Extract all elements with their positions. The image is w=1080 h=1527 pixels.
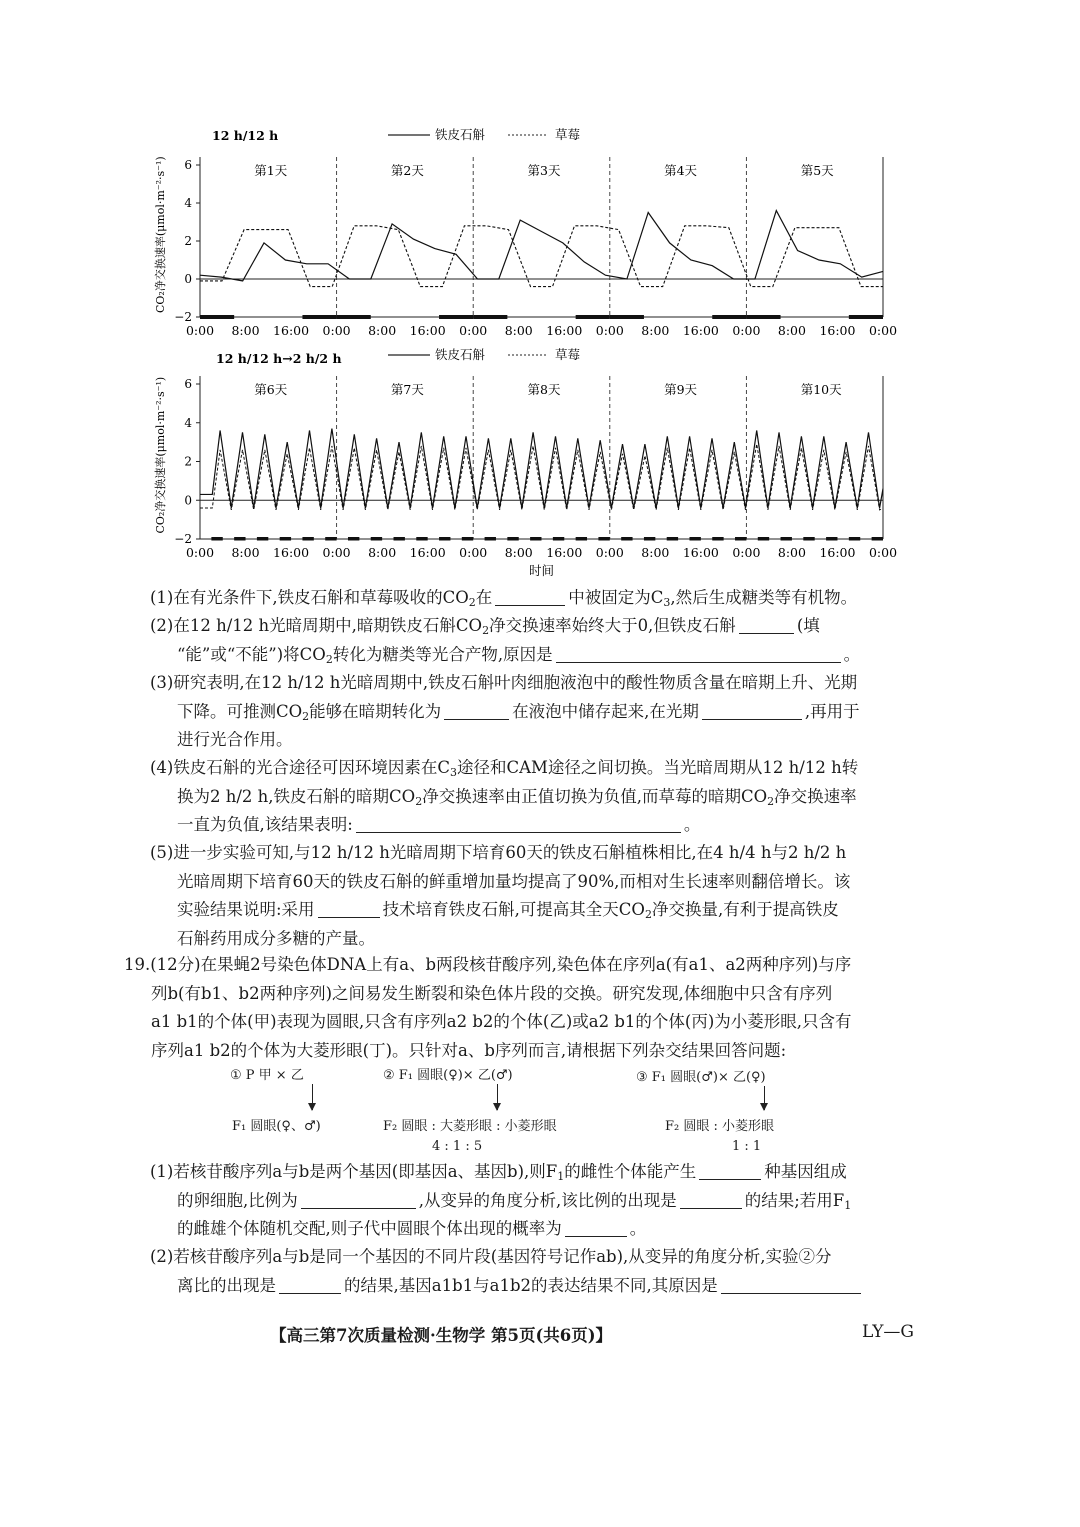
q5-text: 技术培育铁皮石斛,可提高其全天CO xyxy=(382,900,645,919)
x-tick-label: 8:00 xyxy=(231,545,260,560)
q3-text: 能够在暗期转化为 xyxy=(309,701,442,721)
day-label: 第2天 xyxy=(390,163,424,178)
dark-period-bar xyxy=(234,537,245,541)
day-label: 第1天 xyxy=(254,163,288,178)
dark-period-bar xyxy=(553,537,564,541)
page-footer: 【高三第7次质量检测·生物学 第5页(共6页)】 xyxy=(270,1326,613,1345)
x-tick-label: 16:00 xyxy=(273,323,310,338)
q2-text: 净交换速率始终大于0,但铁皮石斛 xyxy=(489,616,736,635)
cross1-arrow xyxy=(312,1084,313,1110)
q1-text: 在 xyxy=(475,588,493,607)
cross1-offspring: F₁ 圆眼(♀、♂) xyxy=(232,1119,321,1134)
dark-period-bar xyxy=(849,537,860,541)
q19-text: 列b(有b1、b2两种序列)之间易发生断裂和染色体片段的交换。研究发现,体细胞中只含有序列 xyxy=(151,983,833,1003)
y-tick-label: 4 xyxy=(184,196,192,210)
dark-period-bar xyxy=(439,315,473,319)
day-label: 第3天 xyxy=(527,163,561,178)
x-tick-label: 16:00 xyxy=(409,545,446,560)
dark-period-bar xyxy=(712,315,746,319)
y-tick-label: −2 xyxy=(174,532,192,546)
q2-text: 。 xyxy=(843,644,861,664)
answer-blank[interactable] xyxy=(565,1218,627,1237)
q3-text: 进行光合作用。 xyxy=(177,730,293,749)
dark-period-bar xyxy=(758,537,769,541)
q19-2-text: 的结果,基因a1b1与a1b2的表达结果不同,其原因是 xyxy=(344,1275,718,1295)
dark-period-bar xyxy=(689,537,700,541)
cross1-parents: ① P 甲 × 乙 xyxy=(230,1068,304,1083)
question-18-1: (1)在有光条件下,铁皮石斛和草莓吸收的$CO_2$在 中被固定为$C_3$,然后生成糖类等有机物。 xyxy=(150,588,858,609)
x-tick-label: 0:00 xyxy=(185,323,215,338)
x-tick-label: 0:00 xyxy=(322,545,351,560)
dark-period-bar xyxy=(302,537,313,541)
dark-period-bar xyxy=(473,315,507,319)
series-line-strawberry xyxy=(200,226,883,287)
day-label: 第5天 xyxy=(800,163,834,178)
chart-title: 12 h/12 h xyxy=(212,128,279,143)
q1-text: (1)在有光条件下,铁皮石斛和草莓吸收的CO xyxy=(150,588,469,607)
paper-code: LY—G xyxy=(862,1322,915,1342)
legend-label: 铁皮石斛 xyxy=(435,127,486,142)
q3-text: ,再用于 xyxy=(804,701,860,721)
q5-text: 光暗周期下培育60天的铁皮石斛的鲜重增加量均提高了90%,而相对生长速率则翻倍增长。该 xyxy=(177,871,851,891)
q1-text: 中被固定为C xyxy=(568,588,664,607)
x-tick-label: 0:00 xyxy=(732,545,761,560)
x-tick-label: 16:00 xyxy=(819,323,856,338)
dark-period-bar xyxy=(667,537,678,541)
y-tick-label: 6 xyxy=(184,377,192,391)
q5-text: 石斛药用成分多糖的产量。 xyxy=(177,928,375,948)
x-tick-label: 0:00 xyxy=(322,323,351,338)
x-tick-label: 16:00 xyxy=(682,323,719,338)
dark-period-bar xyxy=(325,537,336,541)
x-tick-label: 16:00 xyxy=(819,545,856,560)
cross3-arrow xyxy=(764,1086,765,1110)
q19-text: a1 b1的个体(甲)表现为圆眼,只含有序列a2 b2的个体(乙)或a2 b1的个体(丙)为小菱形眼,只含有 xyxy=(151,1012,852,1031)
dark-period-bar xyxy=(485,537,496,541)
q4-text: (4)铁皮石斛的光合途径可因环境因素在C xyxy=(150,758,450,777)
q19-text: 19.(12分)在果蝇2号染色体DNA上有a、b两段核苷酸序列,染色体在序列a(有a1、a2两种序列)与序 xyxy=(124,955,852,974)
x-tick-label: 8:00 xyxy=(368,323,397,338)
dark-period-bar xyxy=(598,537,609,541)
dark-period-bar xyxy=(280,537,291,541)
q19-1-text: (1)若核苷酸序列a与b是两个基因(即基因a、基因b),则F xyxy=(150,1162,558,1181)
x-tick-label: 0:00 xyxy=(868,545,898,560)
day-label: 第7天 xyxy=(390,382,424,397)
q3-text: 在液泡中储存起来,在光期 xyxy=(512,701,699,721)
x-tick-label: 16:00 xyxy=(409,323,446,338)
cross3-parents: ③ F₁ 圆眼(♂)× 乙(♀) xyxy=(636,1070,766,1085)
answer-blank[interactable] xyxy=(356,814,681,833)
answer-blank[interactable] xyxy=(444,701,509,720)
x-tick-label: 8:00 xyxy=(641,323,670,338)
x-tick-label: 8:00 xyxy=(777,545,806,560)
q4-text: 途径和CAM途径之间切换。当光暗周期从12 h/12 h转 xyxy=(457,758,859,777)
dark-period-bar xyxy=(200,315,234,319)
dark-period-bar xyxy=(746,315,780,319)
dark-period-bar xyxy=(371,537,382,541)
day-label: 第4天 xyxy=(664,163,698,178)
chart-title: 12 h/12 h→2 h/2 h xyxy=(216,351,342,366)
q1-text: ,然后生成糖类等有机物。 xyxy=(670,588,858,607)
dark-period-bar xyxy=(302,315,336,319)
x-tick-label: 8:00 xyxy=(777,323,806,338)
q19-1-text: ,从变异的角度分析,该比例的出现是 xyxy=(418,1190,677,1210)
dark-period-bar xyxy=(644,537,655,541)
dark-period-bar xyxy=(257,537,268,541)
y-tick-label: 2 xyxy=(184,454,192,469)
x-tick-label: 16:00 xyxy=(273,545,310,560)
answer-blank[interactable] xyxy=(318,899,380,918)
q19-2-text: (2)若核苷酸序列a与b是同一个基因的不同片段(基因符号记作ab),从变异的角度分析,实验②分 xyxy=(150,1247,832,1266)
answer-blank[interactable] xyxy=(301,1190,416,1209)
y-tick-label: 0 xyxy=(184,493,192,508)
question-19-1: (1)若核苷酸序列a与b是两个基因(即基因a、基因b),则$F_1$的雌性个体能产生 种基因组成 的卵细胞,比例为 ,从变异的角度分析,该比例的出现是 的结果;若用$F_1$ 的雌雄个体随机交配,则子代中圆眼个体出现的概率为 。 xyxy=(150,1162,852,1238)
q2-text: “能”或“不能”)将CO xyxy=(177,644,326,664)
x-tick-label: 8:00 xyxy=(504,545,533,560)
answer-blank[interactable] xyxy=(279,1275,341,1294)
q19-text: 序列a1 b2的个体为大菱形眼(丁)。只针对a、b序列而言,请根据下列杂交结果回答问题: xyxy=(151,1040,787,1060)
day-label: 第10天 xyxy=(800,382,842,397)
dark-period-bar xyxy=(610,315,644,319)
answer-blank[interactable] xyxy=(739,615,794,634)
x-tick-label: 0:00 xyxy=(185,545,215,560)
y-tick-label: 0 xyxy=(184,272,192,286)
legend-label: 铁皮石斛 xyxy=(435,347,486,362)
question-19 xyxy=(124,951,939,1065)
x-tick-label: 8:00 xyxy=(504,323,533,338)
q19-1-text: 的结果;若用F xyxy=(744,1190,845,1210)
legend-label: 草莓 xyxy=(555,127,581,142)
dark-period-bar xyxy=(337,315,371,319)
dark-period-bar xyxy=(439,537,450,541)
question-19-2 xyxy=(150,1243,935,1300)
q2-text: (填 xyxy=(796,616,820,635)
dark-period-bar xyxy=(826,537,837,541)
dark-period-bar xyxy=(576,537,587,541)
q19-1-text: 的卵细胞,比例为 xyxy=(177,1190,298,1210)
cross2-parents: ② F₁ 圆眼(♀)× 乙(♂) xyxy=(383,1068,513,1083)
x-tick-label: 0:00 xyxy=(868,323,898,338)
y-axis-label: CO₂净交换速率(μmol·m⁻²·s⁻¹) xyxy=(154,376,167,534)
x-tick-label: 0:00 xyxy=(595,323,624,338)
x-tick-label: 0:00 xyxy=(732,323,761,338)
dark-period-bar xyxy=(507,537,518,541)
cross3-ratio: 1 : 1 xyxy=(732,1139,762,1154)
q4-text: 一直为负值,该结果表明: xyxy=(177,815,353,834)
co2-chart-12h-svg xyxy=(150,120,910,345)
y-axis-label: CO₂净交换速率(μmol·m⁻²·s⁻¹) xyxy=(154,156,167,313)
cross2-arrow xyxy=(497,1084,498,1110)
legend-label: 草莓 xyxy=(555,347,581,362)
x-tick-label: 8:00 xyxy=(231,323,260,338)
x-tick-label: 0:00 xyxy=(459,545,488,560)
series-line-dendrobium xyxy=(200,211,883,281)
q19-1-text: 。 xyxy=(629,1219,647,1238)
cross3-offspring: F₂ 圆眼 : 小菱形眼 xyxy=(665,1119,775,1134)
question-18-4: (4)铁皮石斛的光合途径可因环境因素在$C_3$途径和CAM途径之间切换。当光暗周期从12 h/12 h转 换为2 h/2 h,铁皮石斛的暗期$CO_2$净交换速率由正值切换为负值,而草莓的暗期$CO_2$净交换速率 一直为负值,该结果表明: 。 xyxy=(150,758,859,834)
question-18-5: (5)进一步实验可知,与12 h/12 h光暗周期下培育60天的铁皮石斛植株相比,在4 h/4 h与2 h/2 h 光暗周期下培育60天的铁皮石斛的鲜重增加量均提高了90%,而相对生长速率则翻倍增长。该 实验结果说明:采用 技术培育铁皮石斛,可提高其全天$CO_2$净交换量,有利于提高铁皮 石斛药用成分多糖的产量。 xyxy=(150,843,851,948)
cross2-ratio: 4 : 1 : 5 xyxy=(432,1139,483,1154)
x-tick-label: 16:00 xyxy=(682,545,719,560)
co2-chart-2h xyxy=(150,342,910,582)
co2-chart-2h-svg xyxy=(150,342,910,582)
day-label: 第8天 xyxy=(527,382,561,397)
x-axis-label: 时间 xyxy=(528,563,555,578)
q3-text: 下降。可推测CO xyxy=(177,701,303,721)
q19-1-text: 的雌雄个体随机交配,则子代中圆眼个体出现的概率为 xyxy=(177,1219,562,1238)
dark-period-bar xyxy=(621,537,632,541)
q2-text: 转化为糖类等光合产物,原因是 xyxy=(332,644,553,664)
cross2-offspring: F₂ 圆眼 : 大菱形眼 : 小菱形眼 xyxy=(383,1119,557,1134)
answer-blank[interactable] xyxy=(556,644,841,663)
q5-text: 实验结果说明:采用 xyxy=(177,900,315,919)
day-label: 第6天 xyxy=(254,382,288,397)
answer-blank[interactable] xyxy=(702,701,802,720)
question-18-2: (2)在12 h/12 h光暗周期中,暗期铁皮石斛$CO_2$净交换速率始终大于0,但铁皮石斛 (填 “能”或“不能”)将$CO_2$转化为糖类等光合产物,原因是 。 xyxy=(150,616,861,666)
x-tick-label: 0:00 xyxy=(595,545,624,560)
answer-blank[interactable] xyxy=(680,1190,742,1209)
dark-period-bar xyxy=(803,537,814,541)
dark-period-bar xyxy=(872,537,883,541)
dark-period-bar xyxy=(530,537,541,541)
y-tick-label: 4 xyxy=(184,415,192,430)
x-tick-label: 8:00 xyxy=(641,545,670,560)
q19-1-text: 的雌性个体能产生 xyxy=(564,1162,697,1181)
q2-text: (2)在12 h/12 h光暗周期中,暗期铁皮石斛CO xyxy=(150,616,483,635)
q4-text: 换为2 h/2 h,铁皮石斛的暗期CO xyxy=(177,786,416,806)
x-tick-label: 8:00 xyxy=(368,545,397,560)
q5-text: 净交换量,有利于提高铁皮 xyxy=(651,900,839,919)
dark-period-bar xyxy=(394,537,405,541)
y-tick-label: 6 xyxy=(184,158,192,172)
x-tick-label: 16:00 xyxy=(546,545,583,560)
answer-blank[interactable] xyxy=(495,587,565,606)
series-line-dendrobium xyxy=(200,429,883,508)
q4-text: 净交换速率由正值切换为负值,而草莓的暗期CO xyxy=(422,786,768,806)
q5-text: (5)进一步实验可知,与12 h/12 h光暗周期下培育60天的铁皮石斛植株相比,在4 h/4 h与2 h/2 h xyxy=(150,843,847,862)
dark-period-bar xyxy=(735,537,746,541)
dark-period-bar xyxy=(211,537,222,541)
y-tick-label: 2 xyxy=(184,234,192,248)
q4-text: 。 xyxy=(683,815,701,834)
x-tick-label: 0:00 xyxy=(459,323,488,338)
x-tick-label: 16:00 xyxy=(546,323,583,338)
dark-period-bar xyxy=(849,315,883,319)
dark-period-bar xyxy=(348,537,359,541)
day-label: 第9天 xyxy=(664,382,698,397)
q19-2-text: 离比的出现是 xyxy=(177,1275,276,1295)
q19-1-text: 种基因组成 xyxy=(764,1162,847,1181)
dark-period-bar xyxy=(712,537,723,541)
dark-period-bar xyxy=(576,315,610,319)
question-18-3: (3)研究表明,在12 h/12 h光暗周期中,铁皮石斛叶肉细胞液泡中的酸性物质含量在暗期上升、光期 下降。可推测$CO_2$能够在暗期转化为 在液泡中储存起来,在光期 ,再用于 进行光合作用。 xyxy=(150,673,860,749)
q4-text: 净交换速率 xyxy=(774,786,857,806)
q3-text: (3)研究表明,在12 h/12 h光暗周期中,铁皮石斛叶肉细胞液泡中的酸性物质含量在暗期上升、光期 xyxy=(150,673,858,692)
co2-chart-12h xyxy=(150,120,910,345)
dark-period-bar xyxy=(416,537,427,541)
y-tick-label: −2 xyxy=(174,310,192,324)
dark-period-bar xyxy=(781,537,792,541)
answer-blank[interactable] xyxy=(721,1275,861,1294)
dark-period-bar xyxy=(462,537,473,541)
answer-blank[interactable] xyxy=(699,1161,761,1180)
